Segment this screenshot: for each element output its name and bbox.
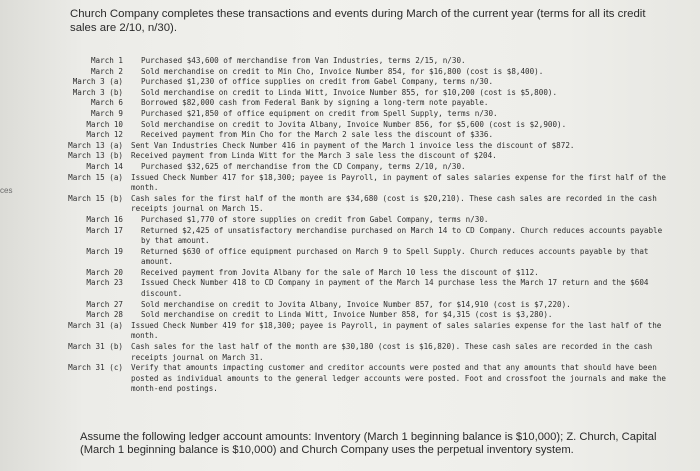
transaction-date: March 10 — [86, 119, 123, 129]
transaction-description: Sold merchandise on credit to Linda Witt, Invoice Number 858, for $4,315 (cost is $3,280). — [141, 310, 553, 320]
transaction-entry — [0, 194, 700, 215]
transaction-date: March 1 — [90, 56, 123, 65]
transaction-date: March 31 (b) — [68, 342, 123, 352]
transaction-entry — [0, 141, 700, 152]
transaction-description: Purchased $1,770 of store supplies on credit from Gabel Company, terms n/30. — [141, 214, 489, 224]
transaction-entry — [0, 109, 700, 120]
transaction-entry — [0, 56, 700, 67]
transaction-entry — [0, 321, 700, 342]
transaction-date: March 9 — [90, 108, 123, 118]
transaction-description: Sold merchandise on credit to Jovita Albany, Invoice Number 857, for $14,910 (cost is $7,220). — [141, 299, 571, 309]
transaction-date: March 15 (b) — [68, 193, 123, 203]
transaction-entry — [0, 247, 700, 268]
transaction-description: Sold merchandise on credit to Jovita Albany, Invoice Number 856, for $5,600 (cost is $2,900). — [141, 119, 567, 129]
transaction-entry — [0, 130, 700, 141]
transaction-description: Cash sales for the last half of the month are $30,180 (cost is $16,820). These cash sales are recorded in the cash receipts journal on March 31. — [131, 342, 653, 362]
transaction-date: March 16 — [86, 214, 123, 224]
transaction-entry — [0, 88, 700, 99]
transaction-date: March 31 (a) — [68, 320, 123, 330]
transaction-date: March 17 — [86, 225, 123, 235]
transaction-description: Issued Check Number 418 to CD Company in payment of the March 14 purchase less the March 17 return and the $604 discount. — [141, 278, 649, 299]
transaction-date: March 6 — [90, 98, 123, 108]
transaction-date: March 13 (a) — [68, 140, 123, 150]
transaction-description: Returned $630 of office equipment purchased on March 9 to Spell Supply. Church reduces accounts payable by that amount. — [141, 246, 649, 267]
transaction-description: Returned $2,425 of unsatisfactory merchandise purchased on March 14 to CD Company. Church reduces accounts payable by that amount. — [141, 225, 663, 246]
transaction-description: Purchased $21,850 of office equipment on credit from Spell Supply, terms n/30. — [141, 108, 498, 118]
transaction-description: Cash sales for the first half of the month are $34,680 (cost is $20,210). These cash sales are recorded in the cash receipts journal on March 15. — [131, 193, 657, 214]
transaction-date: March 3 (b) — [72, 87, 123, 97]
transaction-entry — [0, 342, 700, 363]
transaction-entry — [0, 77, 700, 88]
transaction-date: March 13 (b) — [68, 151, 123, 161]
transaction-entry — [0, 215, 700, 226]
transaction-description: Sold merchandise on credit to Linda Witt, Invoice Number 855, for $10,200 (cost is $5,800). — [141, 87, 558, 97]
transaction-description: Purchased $43,600 of merchandise from Van Industries, terms 2/15, n/30. — [141, 56, 466, 65]
transaction-entry — [0, 162, 700, 173]
transaction-entry — [0, 151, 700, 162]
transaction-date: March 3 (a) — [72, 77, 123, 87]
intro-paragraph: Church Company completes these transactions and events during March of the current year (terms for all its credit sales are 2/10, n/30). — [70, 8, 646, 34]
transaction-description: Sold merchandise on credit to Min Cho, Invoice Number 854, for $16,800 (cost is $8,400). — [141, 66, 544, 76]
transaction-description: Sent Van Industries Check Number 416 in payment of the March 1 invoice less the discount of $872. — [131, 140, 575, 150]
transaction-entry — [0, 310, 700, 321]
transaction-description: Verify that amounts impacting customer and creditor accounts were posted and that any amounts that should have been posted as individual amounts to the general ledger accounts were posted. Foot and crossfoot the journals and make the month-end postings. — [131, 363, 666, 394]
transaction-date: March 20 — [86, 267, 123, 277]
side-panel-label: ces — [0, 186, 13, 195]
transaction-list — [0, 56, 700, 395]
transaction-date: March 31 (c) — [68, 363, 123, 373]
transaction-entry — [0, 226, 700, 247]
transaction-entry — [0, 300, 700, 311]
transaction-description: Purchased $32,625 of merchandise from the CD Company, terms 2/10, n/30. — [141, 161, 466, 171]
transaction-description: Issued Check Number 419 for $18,300; payee is Payroll, in payment of sales salaries expense for the last half of the month. — [131, 320, 662, 341]
transaction-description: Purchased $1,230 of office supplies on credit from Gabel Company, terms n/30. — [141, 77, 494, 87]
transaction-entry — [0, 268, 700, 279]
transaction-date: March 28 — [86, 310, 123, 320]
transaction-entry — [0, 278, 700, 299]
transaction-date: March 2 — [90, 66, 123, 76]
transaction-description: Borrowed $82,000 cash from Federal Bank by signing a long-term note payable. — [141, 98, 489, 108]
transaction-entry — [0, 67, 700, 78]
transaction-date: March 15 (a) — [68, 172, 123, 182]
transaction-date: March 27 — [86, 299, 123, 309]
transaction-description: Issued Check Number 417 for $18,300; payee is Payroll, in payment of sales salaries expense for the first half of the month. — [131, 172, 666, 193]
transaction-date: March 14 — [86, 161, 123, 171]
transaction-entry — [0, 173, 700, 194]
transaction-description: Received payment from Jovita Albany for the sale of March 10 less the discount of $112. — [141, 267, 539, 277]
transaction-description: Received payment from Min Cho for the March 2 sale less the discount of $336. — [141, 130, 494, 140]
transaction-entry — [0, 363, 700, 395]
transaction-entry — [0, 120, 700, 131]
transaction-entry — [0, 98, 700, 109]
assumptions-paragraph: Assume the following ledger account amounts: Inventory (March 1 beginning balance is $10,000); Z. Church, Capital (March 1 beginning balance is $10,000) and Church Company uses the perpetual inventory system. — [80, 431, 657, 456]
transaction-description: Received payment from Linda Witt for the March 3 sale less the discount of $204. — [131, 151, 497, 161]
transaction-date: March 12 — [86, 130, 123, 140]
transaction-date: March 19 — [86, 246, 123, 256]
transaction-date: March 23 — [86, 278, 123, 288]
